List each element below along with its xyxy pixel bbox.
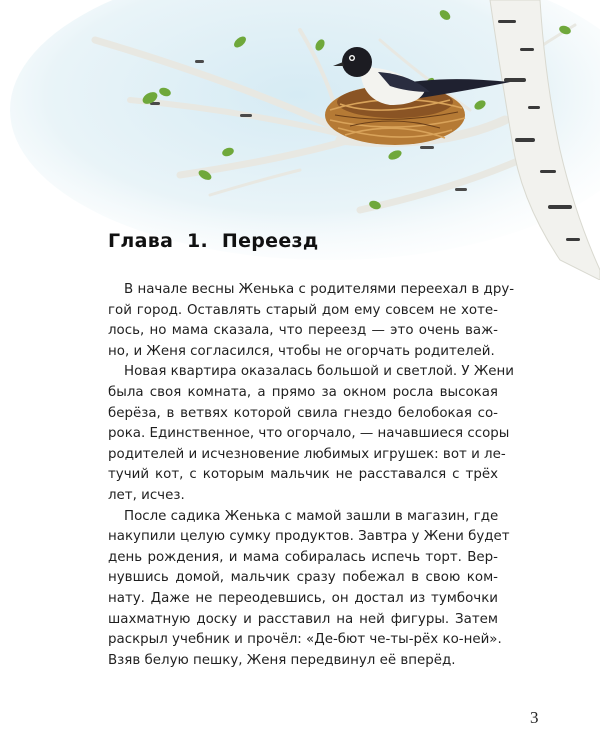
page-number: 3	[530, 708, 539, 727]
text-line: лось, но мама сказала, что переезд — это очень важ-	[108, 323, 498, 339]
text-line: Новая квартира оказалась большой и светлой. У Жени	[124, 364, 514, 380]
text-line: После садика Женька с мамой зашли в магазин, где	[124, 508, 499, 524]
text-line: нату. Даже не переодевшись, он достал из тумбочки	[108, 590, 498, 606]
body-text	[108, 280, 515, 671]
text-line: накупили целую сумку продуктов. Завтра у Жени будет	[108, 529, 510, 545]
text-line: Взяв белую пешку, Женя передвинул её вперёд.	[108, 652, 456, 668]
text-line: шахматную доску и расставил на ней фигуры. Затем	[108, 611, 498, 627]
chapter-title: Глава 1. Переезд	[108, 230, 319, 252]
text-line: день рождения, и мама собиралась испечь торт. Вер-	[108, 549, 498, 565]
paragraph	[108, 280, 515, 362]
text-line: лет, исчез.	[108, 487, 185, 503]
paragraph	[108, 507, 510, 672]
text-line: В начале весны Женька с родителями переехал в дру-	[124, 282, 515, 297]
text-line: нувшись домой, мальчик сразу побежал в свою ком-	[108, 570, 498, 586]
text-line: родителей и исчезновение любимых игрушек: вот и ле-	[108, 446, 506, 462]
text-line: была своя комната, а прямо за окном росла высокая	[108, 384, 498, 400]
text-line: но, и Женя согласился, чтобы не огорчать родителей.	[108, 343, 495, 359]
text-line: гой город. Оставлять старый дом ему совсем не хоте-	[108, 302, 498, 318]
text-line: тучий кот, с которым мальчик не расставался с трёх	[108, 467, 498, 483]
text-line: берёза, в ветвях которой свила гнездо белобокая со-	[108, 405, 498, 421]
paragraph	[108, 362, 514, 506]
text-line: рока. Единственное, что огорчало, — начавшиеся ссоры	[108, 426, 510, 442]
text-line: раскрыл учебник и прочёл: «Де-бют че-ты-рёх ко-ней».	[108, 632, 502, 648]
